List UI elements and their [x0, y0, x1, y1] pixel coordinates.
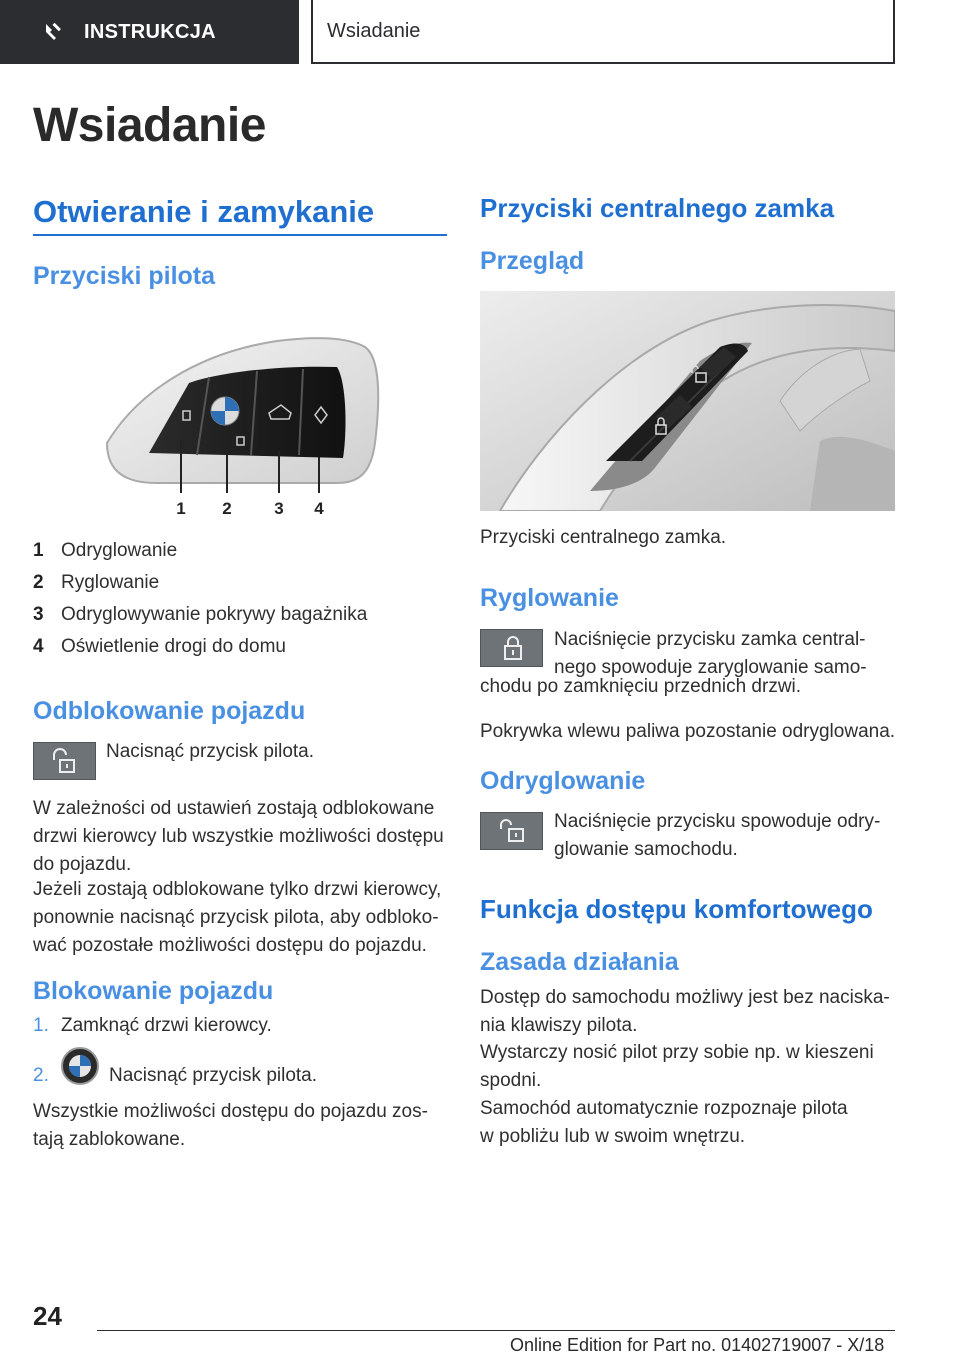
principle-text: Dostęp do samochodu możliwy jest bez naciska- nia klawiszy pilota.: [480, 987, 890, 1036]
key-callout-2: 2: [222, 499, 232, 518]
unlock-instruction: Nacisnąć przycisk pilota.: [106, 741, 315, 762]
heading-principle: Zasada działania: [480, 948, 679, 976]
list-item: 2 Ryglowanie: [33, 572, 160, 593]
bmw-logo-icon: [60, 1046, 100, 1086]
heading-comfort-access: Funkcja dostępu komfortowego: [480, 894, 873, 924]
fuel-flap-note: Pokrywka wlewu paliwa pozostanie odryglowana.: [480, 721, 896, 742]
list-item: 3 Odryglowywanie pokrywy bagażnika: [33, 604, 368, 625]
heading-unlock-vehicle: Odblokowanie pojazdu: [33, 697, 306, 725]
heading-lock-vehicle: Blokowanie pojazdu: [33, 977, 274, 1005]
header-section-label: Wsiadanie: [327, 19, 421, 42]
unlock-button-image: [33, 742, 96, 780]
key-callout-1: 1: [176, 499, 186, 518]
heading-overview: Przegląd: [480, 247, 585, 275]
page-number: 24: [33, 1301, 62, 1331]
image-caption: Przyciski centralnego zamka.: [480, 527, 727, 548]
heading-remote-buttons: Przyciski pilota: [33, 262, 216, 290]
heading-unlocking: Odryglowanie: [480, 767, 646, 795]
key-callout-4: 4: [314, 499, 324, 518]
header-tab[interactable]: [0, 0, 299, 64]
unlock-paragraph-2: Jeżeli zostają odblokowane tylko drzwi kierowcy, ponownie nacisnąć przycisk pilota, aby odbloko- wać pozostałe możliwości dostępu do pojazdu.: [33, 879, 442, 956]
footer-edition: Online Edition for Part no. 01402719007 - X/18: [510, 1335, 885, 1355]
lock-step-2-number: 2.: [33, 1065, 49, 1086]
footer-rule: [97, 1330, 895, 1331]
lock-step-2-text: Nacisnąć przycisk pilota.: [109, 1065, 318, 1086]
unlock-icon: [481, 813, 544, 851]
list-item: 1 Odryglowanie: [33, 540, 178, 561]
lock-paragraph: Wszystkie możliwości dostępu do pojazdu zos- tają zablokowane.: [33, 1101, 428, 1150]
key-callout-3: 3: [274, 499, 284, 518]
header-section: [311, 0, 895, 64]
lock-button-image: [480, 629, 543, 667]
lock-icon: [481, 630, 544, 668]
header-tab-label: INSTRUKCJA: [84, 20, 216, 43]
heading-locking: Ryglowanie: [480, 584, 619, 612]
pocket-text: Wystarczy nosić pilot przy sobie np. w kieszeni spodni.: [480, 1042, 874, 1091]
heading-open-close: Otwieranie i zamykanie: [33, 194, 375, 229]
unlock-icon: [34, 743, 97, 781]
page-title: Wsiadanie: [33, 99, 266, 152]
detection-text: Samochód automatycznie rozpoznaje pilota w pobliżu lub w swoim wnętrzu.: [480, 1098, 848, 1147]
unlocking-text: Naciśnięcie przycisku spowoduje odry- glowanie samochodu.: [554, 811, 881, 860]
central-lock-buttons-image: [480, 291, 895, 511]
unlock-paragraph-1: W zależności od ustawień zostają odblokowane drzwi kierowcy lub wszystkie możliwości dostępu do pojazdu.: [33, 798, 444, 875]
lock-step-1: 1. Zamknąć drzwi kierowcy.: [33, 1015, 272, 1036]
unlock-central-button-image: [480, 812, 543, 850]
manual-icon: [42, 21, 64, 43]
heading-rule: [33, 234, 447, 236]
remote-key-image: [97, 333, 447, 521]
list-item: 4 Oświetlenie drogi do domu: [33, 636, 286, 657]
heading-central-lock-buttons: Przyciski centralnego zamka: [480, 193, 835, 223]
locking-text-a: Naciśnięcie przycisku zamka central- nego spowoduje zaryglowanie samo-: [554, 629, 867, 678]
locking-text-b: chodu po zamknięciu przednich drzwi.: [480, 676, 802, 697]
